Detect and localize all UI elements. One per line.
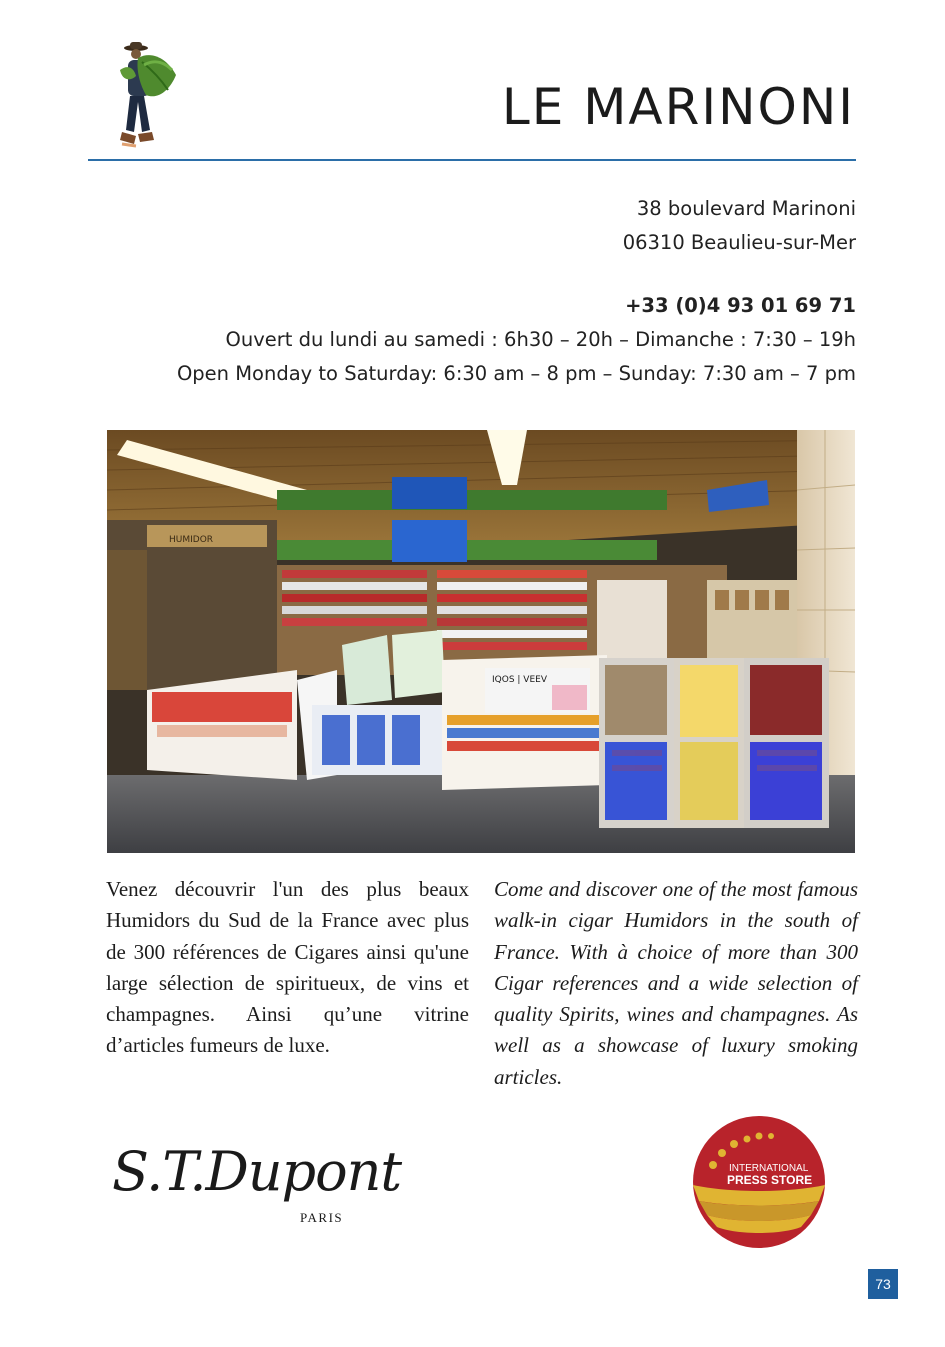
humidor-sign: HUMIDOR <box>169 535 214 545</box>
contact-block <box>96 192 856 391</box>
opening-hours-fr: Ouvert du lundi au samedi : 6h30 – 20h – Dimanche : 7:30 – 19h <box>225 328 856 351</box>
st-dupont-wordmark: S.T.Dupont <box>112 1140 402 1203</box>
st-dupont-logo <box>112 1140 402 1230</box>
ips-line-2: PRESS STORE <box>727 1173 813 1187</box>
opening-hours-en: Open Monday to Saturday: 6:30 am – 8 pm – Sunday: 7:30 am – 7 pm <box>176 362 856 385</box>
address-line-2: 06310 Beaulieu-sur-Mer <box>622 231 856 254</box>
farmer-logo-icon <box>108 40 180 152</box>
address-line-1: 38 boulevard Marinoni <box>636 197 856 220</box>
page-title: LE MARINONI <box>501 78 855 136</box>
shop-interior-photo <box>107 430 855 853</box>
header-divider <box>88 159 856 161</box>
page-number-badge: 73 <box>868 1269 898 1299</box>
international-press-store-logo <box>689 1115 829 1250</box>
description-fr: Venez découvrir l'un des plus beaux Humidors du Sud de la France avec plus de 300 références de Cigares ainsi qu'une large sélection de spiritueux, de vins et champagnes. Ainsi qu’une vitrine d’articles fumeurs de luxe. <box>106 877 469 1058</box>
st-dupont-city: PARIS <box>300 1210 344 1225</box>
description-en: Come and discover one of the most famous walk-in cigar Humidors in the south of France. With à choice of more than 300 Cigar references and a wide selection of quality Spirits, wines and champagnes. As well as a showcase of luxury smoking articles. <box>494 877 858 1089</box>
iqos-sign: IQOS | VEEV <box>492 675 547 685</box>
phone-number: +33 (0)4 93 01 69 71 <box>625 294 856 317</box>
ips-line-1: INTERNATIONAL <box>729 1163 809 1174</box>
